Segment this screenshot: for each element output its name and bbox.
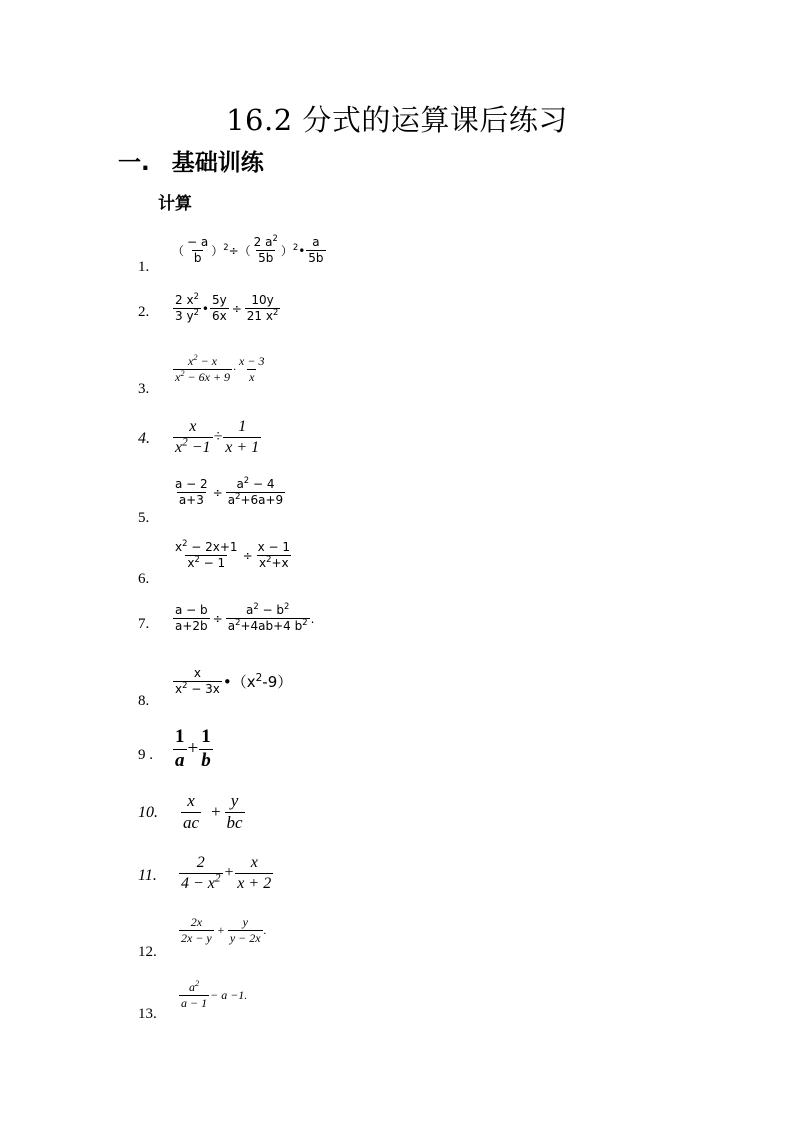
problem-number: 3. <box>138 381 150 397</box>
problem-expression: $\frac{a - b}{a+2b}$ ÷ $\frac{a^2 - b^2}{a^2+4ab+4 b^2}$ . <box>175 601 315 634</box>
problem-number: 7. <box>138 616 150 632</box>
problem-number: 13. <box>138 1006 157 1022</box>
problem-expression: $\frac{2}{4 - x^2}$ + $\frac{x}{x + 2}$ <box>181 854 272 892</box>
problem-number: 9 . <box>138 747 153 763</box>
problem-expression: （ $\frac{- a}{b}$ ）$^2$÷（ $\frac{2 a^2}{5b}$ ）$^2$• $\frac{a}{5b}$ <box>172 233 324 266</box>
problem-number: 8. <box>138 693 150 709</box>
problem-expression: $\frac{x^2 - 2x+1}{x^2 - 1}$ ÷ $\frac{x - 1}{x^2+x}$ <box>175 538 291 571</box>
problem-expression: $\frac{x}{x^2 -1}$ ÷ $\frac{1}{x + 1}$ <box>175 418 260 456</box>
problem-expression: $\frac{1}{a}$ + $\frac{1}{b}$ <box>175 726 211 771</box>
problem-expression: $\frac{x}{ac}$ + $\frac{y}{bc}$ <box>183 791 243 832</box>
problem-expression: $\frac{a - 2}{a+3}$ ÷ $\frac{a^2 - 4}{a^2+6a+9}$ <box>175 475 284 508</box>
page-title: 16.2 分式的运算课后练习 <box>226 103 568 137</box>
problem-number: 4. <box>138 430 150 447</box>
problem-number: 2. <box>138 304 150 320</box>
problem-number: 6. <box>138 571 150 587</box>
problem-expression: $\frac{a^2}{a - 1}$ − a −1. <box>181 979 248 1011</box>
problem-number: 12. <box>138 944 157 960</box>
problem-number: 10. <box>138 804 158 821</box>
problem-expression: $\frac{2 x^2}{3 y^2}$ • $\frac{5y}{6x}$ ÷ $\frac{10y}{21 x^2}$ <box>175 291 279 324</box>
problem-number: 11. <box>138 867 157 884</box>
problem-expression: $\frac{x}{x^2 - 3x}$ $•(x^2-9)$ <box>175 666 293 697</box>
section-heading <box>118 144 264 177</box>
section-label: 基础训练 <box>171 150 264 176</box>
section-number: 一. <box>118 150 150 176</box>
problem-number: 5. <box>138 510 150 526</box>
problem-expression: $\frac{x^2 - x}{x^2 - 6x + 9}$ · $\frac{x - 3}{x}$ <box>175 353 265 385</box>
problem-expression: $\frac{2x}{2x - y}$ + $\frac{y}{y - 2x}$ . <box>181 915 267 946</box>
problem-number: 1. <box>138 259 150 275</box>
subheading: 计算 <box>158 194 192 214</box>
